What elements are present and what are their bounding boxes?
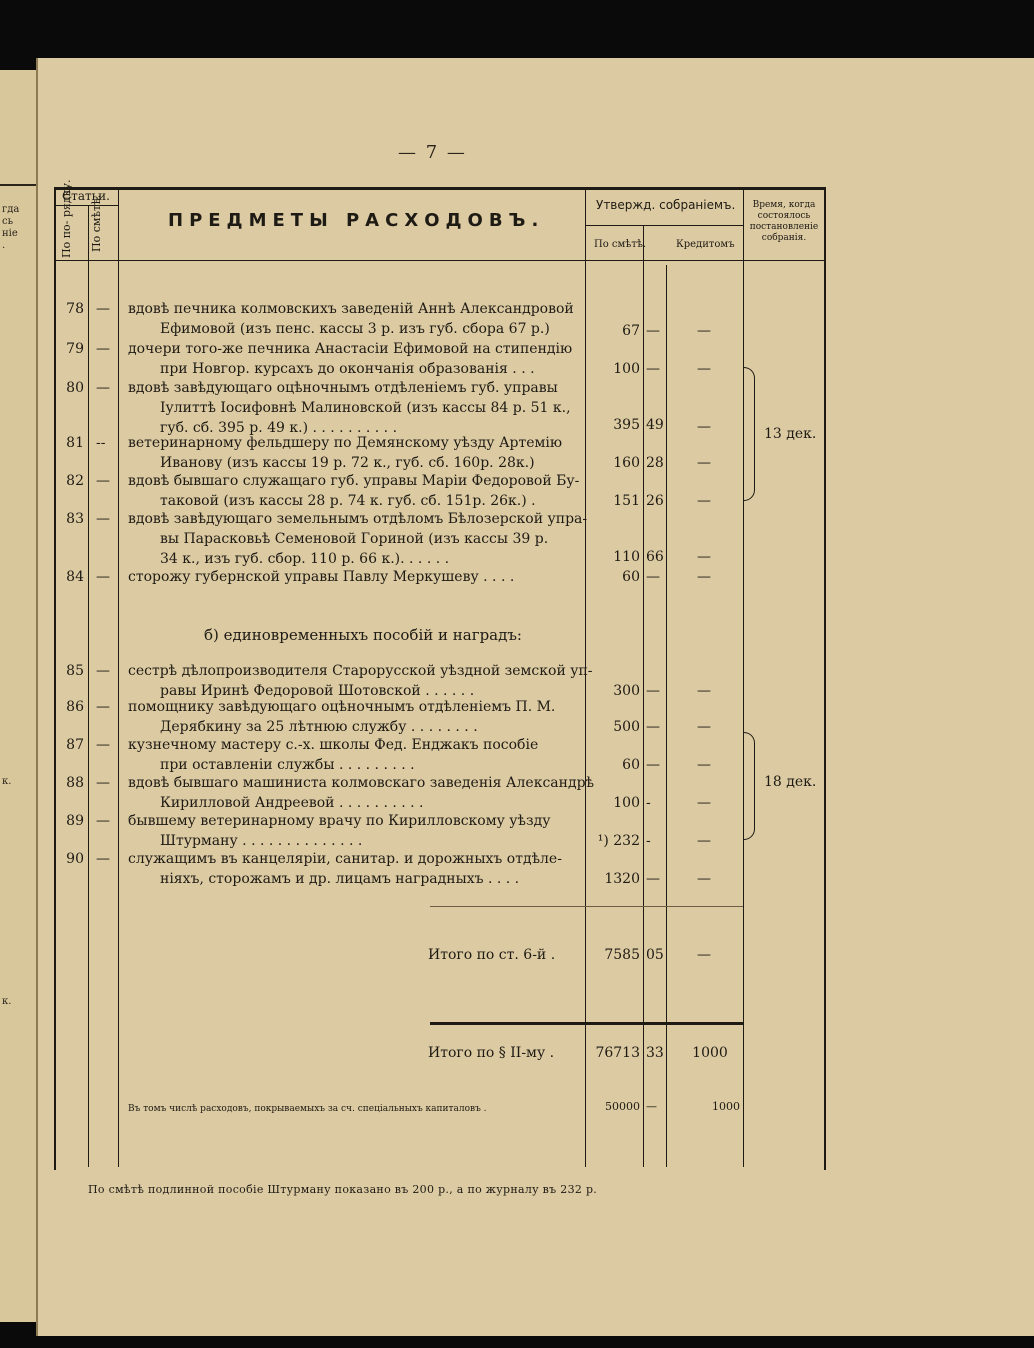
row-smeta: — (96, 473, 110, 489)
special-rub: 50000 (605, 1100, 640, 1113)
total-label: Итого по ст. 6-й . (428, 947, 556, 963)
header-po-smete: По смѣтѣ. (90, 194, 103, 252)
row-text: дочери того-же печника Анастасіи Ефимовой на стипендію (128, 341, 573, 357)
row-credit: — (697, 569, 711, 585)
row-text: Кирилловой Андреевой . . . . . . . . . . (160, 795, 424, 811)
row-rub: 395 (613, 417, 640, 433)
row-text: вдовѣ завѣдующаго оцѣночнымъ отдѣленіемъ губ. управы (128, 380, 558, 396)
total-rub: 7585 (604, 947, 640, 963)
row-kop: 49 (646, 417, 664, 433)
row-text: Іулиттѣ Іосифовнѣ Малиновской (изъ кассы 84 р. 51 к., (160, 400, 571, 416)
row-text: Штурману . . . . . . . . . . . . . . (160, 833, 363, 849)
row-text: Ефимовой (изъ пенс. кассы 3 р. изъ губ. сбора 67 р.) (160, 321, 550, 337)
header-title: ПРЕДМЕТЫ РАСХОДОВЪ. (168, 210, 545, 231)
row-number: 84 (66, 569, 84, 585)
total-label: Итого по § II-му . (428, 1045, 555, 1061)
row-smeta: — (96, 511, 110, 527)
row-smeta: — (96, 341, 110, 357)
date-brace (744, 732, 755, 840)
row-credit: — (697, 419, 711, 435)
left-fragment: . (2, 240, 6, 251)
row-credit: — (697, 361, 711, 377)
row-credit: — (697, 455, 711, 471)
row-number: 80 (66, 380, 84, 396)
special-label: Въ томъ числѣ расходовъ, покрываемыхъ за сч. спеціальныхъ капиталовъ . (128, 1104, 487, 1114)
row-number: 83 (66, 511, 84, 527)
row-text: таковой (изъ кассы 28 р. 74 к. губ. сб. 151р. 26к.) . (160, 493, 536, 509)
special-credit: 1000 (712, 1100, 740, 1113)
row-smeta: — (96, 813, 110, 829)
footnote: По смѣтѣ подлинной пособіе Штурману показано въ 200 р., а по журналу въ 232 р. (88, 1183, 598, 1196)
row-credit: — (697, 683, 711, 699)
row-rub: 110 (613, 549, 640, 565)
row-number: 85 (66, 663, 84, 679)
row-smeta: — (96, 699, 110, 715)
row-rub: 60 (622, 757, 640, 773)
row-text: кузнечному мастеру с.-х. школы Фед. Енджакъ пособіе (128, 737, 539, 753)
row-kop: - (646, 795, 651, 811)
row-number: 79 (66, 341, 84, 357)
row-kop: — (646, 757, 660, 773)
row-text: вдовѣ завѣдующаго земельнымъ отдѣломъ Бѣлозерской упра- (128, 511, 588, 527)
row-text: Дерябкину за 25 лѣтнюю службу . . . . . . . . (160, 719, 478, 735)
row-text: 34 к., изъ губ. сбор. 110 р. 66 к.). . . . . . (160, 551, 450, 567)
row-smeta: — (96, 775, 110, 791)
header-bottom-rule (54, 260, 824, 261)
row-credit: — (697, 871, 711, 887)
left-fragment: гда (2, 204, 20, 215)
row-smeta: — (96, 569, 110, 585)
left-fragment: к. (2, 776, 12, 787)
row-smeta: — (96, 851, 110, 867)
header-po-poryadku: По по- рядку. (60, 179, 73, 258)
row-text: вдовѣ бывшаго машиниста колмовскаго заведенія Александрѣ (128, 775, 595, 791)
row-credit: — (697, 493, 711, 509)
header-vremya: Время, когда состоялось постановленіе собранія. (749, 200, 819, 243)
row-number: 82 (66, 473, 84, 489)
left-fragment: к. (2, 996, 12, 1007)
row-smeta: — (96, 737, 110, 753)
col-line (643, 225, 644, 1167)
date-brace (744, 367, 755, 501)
row-credit: — (697, 795, 711, 811)
row-kop: — (646, 871, 660, 887)
row-credit: — (697, 549, 711, 565)
row-text: равы Иринѣ Федоровой Шотовской . . . . . . (160, 683, 475, 699)
row-number: 87 (66, 737, 84, 753)
row-rub: 300 (613, 683, 640, 699)
row-rub: 500 (613, 719, 640, 735)
row-rub: 100 (613, 361, 640, 377)
total-rub: 76713 (595, 1045, 640, 1061)
header-po-smete-col: По смѣтѣ. (594, 239, 647, 250)
col-line (118, 187, 119, 1167)
row-text: вы Парасковьѣ Семеновой Гориной (изъ кассы 39 р. (160, 531, 549, 547)
row-credit: — (697, 757, 711, 773)
row-number: 90 (66, 851, 84, 867)
row-text: сторожу губернской управы Павлу Меркушеву . . . . (128, 569, 515, 585)
row-credit: — (697, 719, 711, 735)
row-number: 89 (66, 813, 84, 829)
header-statyi: Статьи. (62, 189, 110, 203)
row-number: 88 (66, 775, 84, 791)
total-credit: — (697, 947, 711, 963)
row-rub: 60 (622, 569, 640, 585)
row-kop: — (646, 569, 660, 585)
section-heading: б) единовременныхъ пособій и наградъ: (204, 626, 522, 644)
row-credit: — (697, 833, 711, 849)
row-smeta: -- (96, 435, 106, 451)
total-kop: 33 (646, 1045, 664, 1061)
row-kop: — (646, 323, 660, 339)
col-line (88, 205, 89, 1167)
subtotal-rule (430, 906, 743, 907)
row-kop: - (646, 833, 651, 849)
col-line (743, 187, 744, 1167)
row-text: сестрѣ дѣлопроизводителя Старорусской уѣздной земской уп- (128, 663, 593, 679)
row-rub: ¹) 232 (597, 833, 640, 849)
row-text: ніяхъ, сторожамъ и др. лицамъ наградныхъ . . . . (160, 871, 520, 887)
meeting-date: 13 дек. (764, 426, 817, 442)
row-kop: 26 (646, 493, 664, 509)
row-number: 81 (66, 435, 84, 451)
row-number: 78 (66, 301, 84, 317)
row-kop: 66 (646, 549, 664, 565)
left-fragment: ніе (2, 228, 18, 239)
row-smeta: — (96, 380, 110, 396)
header-kreditom: Кредитомъ (676, 239, 735, 250)
row-text: при оставленіи службы . . . . . . . . . (160, 757, 415, 773)
row-smeta: — (96, 663, 110, 679)
meeting-date: 18 дек. (764, 774, 817, 790)
grand-total-rule (430, 1022, 743, 1025)
header-utverzhd-rule (585, 225, 743, 226)
row-text: губ. сб. 395 р. 49 к.) . . . . . . . . . . (160, 420, 398, 436)
row-text: при Новгор. курсахъ до окончанія образованія . . . (160, 361, 535, 377)
page-number: — 7 — (398, 142, 467, 163)
header-utverzhd: Утвержд. собраніемъ. (596, 198, 736, 212)
row-rub: 160 (613, 455, 640, 471)
row-rub: 1320 (604, 871, 640, 887)
row-smeta: — (96, 301, 110, 317)
left-fragment: сь (2, 216, 14, 227)
row-text: бывшему ветеринарному врачу по Кирилловскому уѣзду (128, 813, 551, 829)
row-number: 86 (66, 699, 84, 715)
row-text: вдовѣ печника колмовскихъ заведеній Аннѣ Александровой (128, 301, 574, 317)
row-kop: — (646, 361, 660, 377)
col-line (666, 265, 667, 1167)
row-rub: 67 (622, 323, 640, 339)
row-rub: 100 (613, 795, 640, 811)
row-text: помощнику завѣдующаго оцѣночнымъ отдѣленіемъ П. М. (128, 699, 556, 715)
row-rub: 151 (613, 493, 640, 509)
row-text: ветеринарному фельдшеру по Демянскому уѣзду Артемію (128, 435, 563, 451)
row-text: Иванову (изъ кассы 19 р. 72 к., губ. сб. 160р. 28к.) (160, 455, 535, 471)
total-kop: 05 (646, 947, 664, 963)
total-credit: 1000 (692, 1045, 728, 1061)
row-text: служащимъ въ канцеляріи, санитар. и дорожныхъ отдѣле- (128, 851, 562, 867)
row-kop: 28 (646, 455, 664, 471)
row-text: вдовѣ бывшаго служащаго губ. управы Маріи Федоровой Бу- (128, 473, 580, 489)
row-kop: — (646, 719, 660, 735)
special-kop: — (646, 1100, 657, 1113)
row-credit: — (697, 323, 711, 339)
row-kop: — (646, 683, 660, 699)
